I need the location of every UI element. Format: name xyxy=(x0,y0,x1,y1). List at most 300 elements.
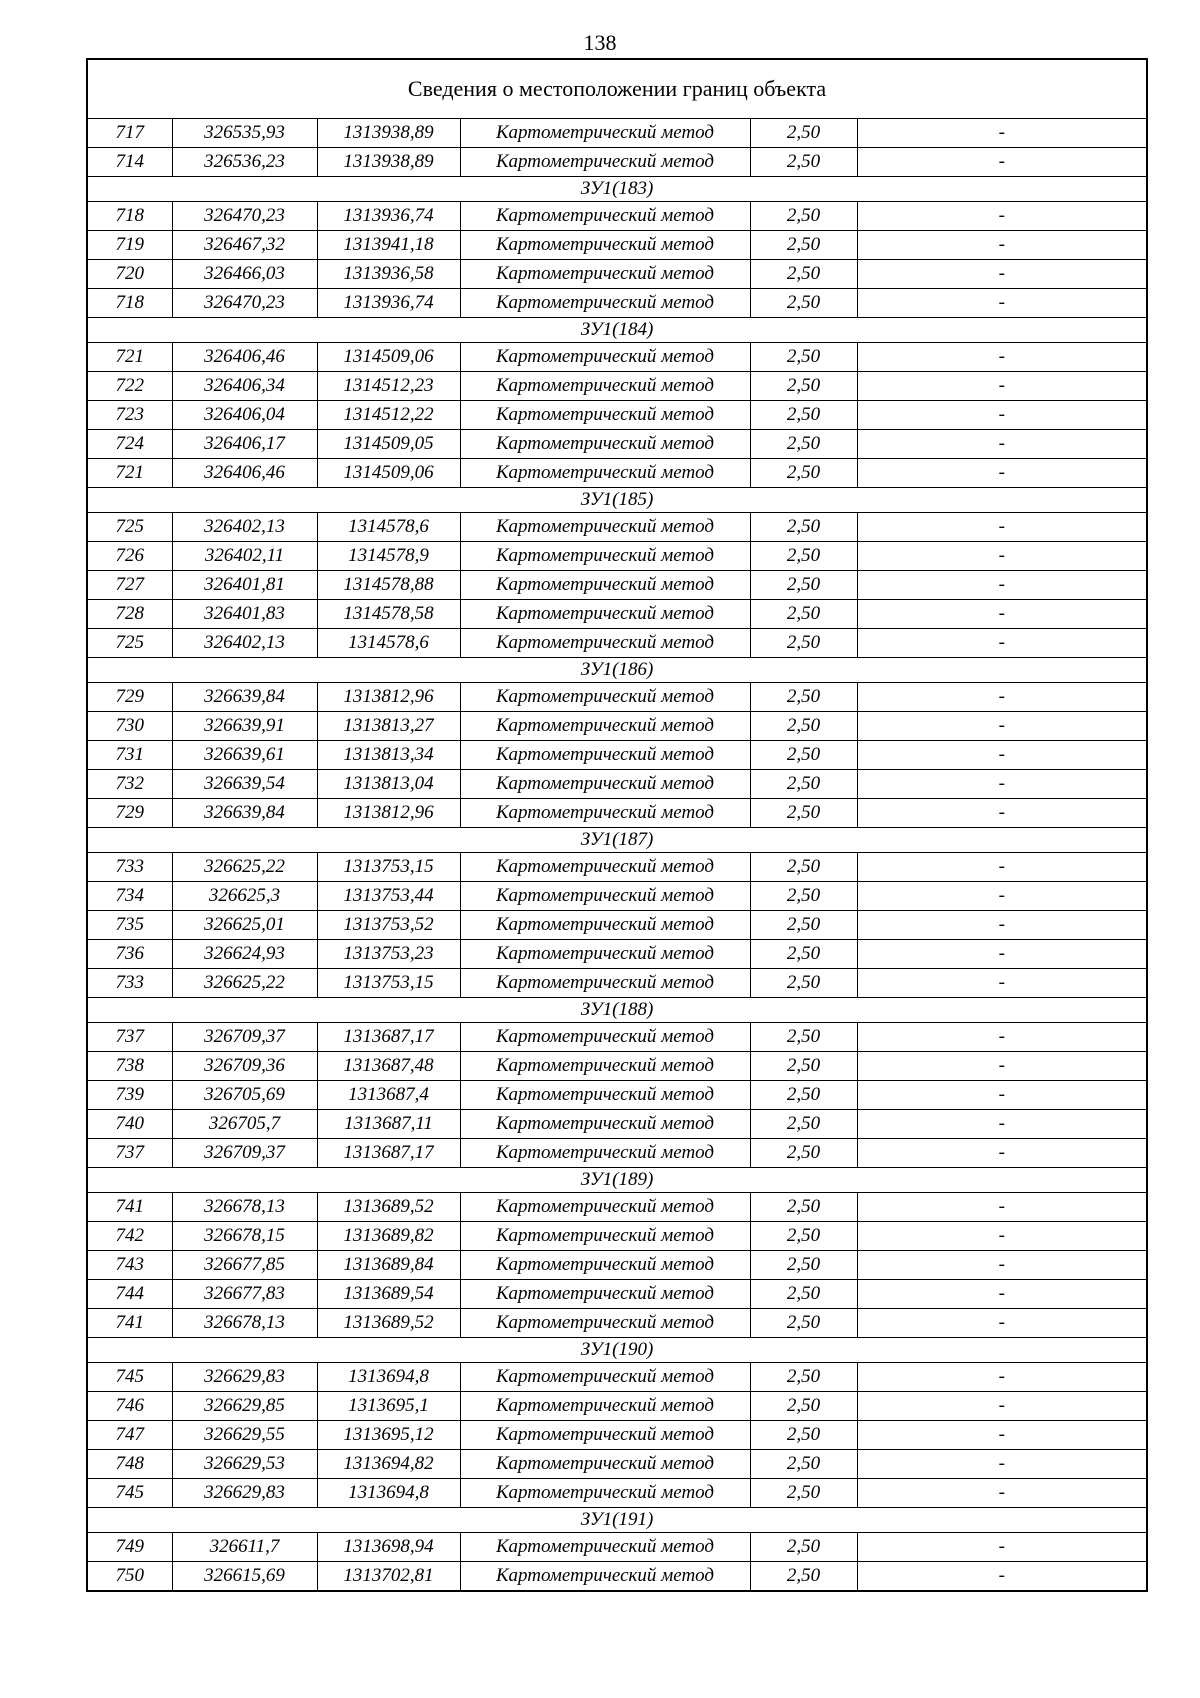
method-cell: Картометрический метод xyxy=(460,1562,750,1592)
x-coordinate-cell: 326401,81 xyxy=(172,571,317,600)
x-coordinate-cell: 326639,54 xyxy=(172,770,317,799)
section-header-row xyxy=(87,828,1147,853)
section-header-row xyxy=(87,1338,1147,1363)
table-row xyxy=(87,372,1147,401)
y-coordinate-cell: 1313813,04 xyxy=(317,770,460,799)
x-coordinate-cell: 326401,83 xyxy=(172,600,317,629)
section-label: ЗУ1(189) xyxy=(87,1168,1147,1193)
accuracy-cell: 2,50 xyxy=(750,712,857,741)
accuracy-cell: 2,50 xyxy=(750,600,857,629)
note-cell: - xyxy=(857,1193,1147,1222)
method-cell: Картометрический метод xyxy=(460,1052,750,1081)
y-coordinate-cell: 1313702,81 xyxy=(317,1562,460,1592)
accuracy-cell: 2,50 xyxy=(750,231,857,260)
method-cell: Картометрический метод xyxy=(460,683,750,712)
x-coordinate-cell: 326406,04 xyxy=(172,401,317,430)
accuracy-cell: 2,50 xyxy=(750,1280,857,1309)
point-number-cell: 728 xyxy=(87,600,172,629)
method-cell: Картометрический метод xyxy=(460,401,750,430)
accuracy-cell: 2,50 xyxy=(750,571,857,600)
accuracy-cell: 2,50 xyxy=(750,289,857,318)
table-row xyxy=(87,1251,1147,1280)
y-coordinate-cell: 1313753,23 xyxy=(317,940,460,969)
y-coordinate-cell: 1313753,15 xyxy=(317,969,460,998)
table-title: Сведения о местоположении границ объекта xyxy=(87,59,1147,119)
x-coordinate-cell: 326629,83 xyxy=(172,1479,317,1508)
table-row xyxy=(87,1562,1147,1592)
method-cell: Картометрический метод xyxy=(460,600,750,629)
x-coordinate-cell: 326677,83 xyxy=(172,1280,317,1309)
table-row xyxy=(87,231,1147,260)
accuracy-cell: 2,50 xyxy=(750,1363,857,1392)
point-number-cell: 748 xyxy=(87,1450,172,1479)
section-label: ЗУ1(190) xyxy=(87,1338,1147,1363)
point-number-cell: 718 xyxy=(87,202,172,231)
accuracy-cell: 2,50 xyxy=(750,1139,857,1168)
table-row xyxy=(87,343,1147,372)
point-number-cell: 731 xyxy=(87,741,172,770)
y-coordinate-cell: 1313689,54 xyxy=(317,1280,460,1309)
method-cell: Картометрический метод xyxy=(460,231,750,260)
table-row xyxy=(87,1222,1147,1251)
page-number: 138 xyxy=(583,30,617,55)
method-cell: Картометрический метод xyxy=(460,629,750,658)
x-coordinate-cell: 326466,03 xyxy=(172,260,317,289)
accuracy-cell: 2,50 xyxy=(750,741,857,770)
y-coordinate-cell: 1313689,84 xyxy=(317,1251,460,1280)
accuracy-cell: 2,50 xyxy=(750,1081,857,1110)
section-label: ЗУ1(187) xyxy=(87,828,1147,853)
accuracy-cell: 2,50 xyxy=(750,799,857,828)
y-coordinate-cell: 1313936,74 xyxy=(317,202,460,231)
y-coordinate-cell: 1313812,96 xyxy=(317,799,460,828)
accuracy-cell: 2,50 xyxy=(750,459,857,488)
note-cell: - xyxy=(857,1081,1147,1110)
table-row xyxy=(87,770,1147,799)
y-coordinate-cell: 1314512,23 xyxy=(317,372,460,401)
method-cell: Картометрический метод xyxy=(460,119,750,148)
accuracy-cell: 2,50 xyxy=(750,202,857,231)
x-coordinate-cell: 326678,13 xyxy=(172,1193,317,1222)
table-row xyxy=(87,1479,1147,1508)
accuracy-cell: 2,50 xyxy=(750,683,857,712)
section-label: ЗУ1(185) xyxy=(87,488,1147,513)
note-cell: - xyxy=(857,1222,1147,1251)
method-cell: Картометрический метод xyxy=(460,882,750,911)
table-row xyxy=(87,430,1147,459)
table-row xyxy=(87,1139,1147,1168)
accuracy-cell: 2,50 xyxy=(750,513,857,542)
method-cell: Картометрический метод xyxy=(460,260,750,289)
note-cell: - xyxy=(857,770,1147,799)
method-cell: Картометрический метод xyxy=(460,853,750,882)
point-number-cell: 745 xyxy=(87,1363,172,1392)
table-row xyxy=(87,1280,1147,1309)
accuracy-cell: 2,50 xyxy=(750,1110,857,1139)
note-cell: - xyxy=(857,1139,1147,1168)
method-cell: Картометрический метод xyxy=(460,372,750,401)
note-cell: - xyxy=(857,1392,1147,1421)
method-cell: Картометрический метод xyxy=(460,911,750,940)
table-row xyxy=(87,1193,1147,1222)
section-label: ЗУ1(184) xyxy=(87,318,1147,343)
note-cell: - xyxy=(857,940,1147,969)
point-number-cell: 747 xyxy=(87,1421,172,1450)
accuracy-cell: 2,50 xyxy=(750,911,857,940)
note-cell: - xyxy=(857,1280,1147,1309)
x-coordinate-cell: 326467,32 xyxy=(172,231,317,260)
method-cell: Картометрический метод xyxy=(460,459,750,488)
method-cell: Картометрический метод xyxy=(460,1533,750,1562)
point-number-cell: 744 xyxy=(87,1280,172,1309)
point-number-cell: 750 xyxy=(87,1562,172,1592)
y-coordinate-cell: 1313689,52 xyxy=(317,1309,460,1338)
note-cell: - xyxy=(857,260,1147,289)
accuracy-cell: 2,50 xyxy=(750,1479,857,1508)
table-row xyxy=(87,1023,1147,1052)
table-row xyxy=(87,513,1147,542)
y-coordinate-cell: 1314578,6 xyxy=(317,629,460,658)
point-number-cell: 729 xyxy=(87,799,172,828)
note-cell: - xyxy=(857,459,1147,488)
method-cell: Картометрический метод xyxy=(460,1251,750,1280)
method-cell: Картометрический метод xyxy=(460,343,750,372)
accuracy-cell: 2,50 xyxy=(750,1193,857,1222)
accuracy-cell: 2,50 xyxy=(750,629,857,658)
x-coordinate-cell: 326639,91 xyxy=(172,712,317,741)
point-number-cell: 718 xyxy=(87,289,172,318)
point-number-cell: 721 xyxy=(87,459,172,488)
table-row xyxy=(87,571,1147,600)
y-coordinate-cell: 1313695,1 xyxy=(317,1392,460,1421)
x-coordinate-cell: 326624,93 xyxy=(172,940,317,969)
note-cell: - xyxy=(857,600,1147,629)
accuracy-cell: 2,50 xyxy=(750,119,857,148)
note-cell: - xyxy=(857,231,1147,260)
method-cell: Картометрический метод xyxy=(460,940,750,969)
x-coordinate-cell: 326625,22 xyxy=(172,853,317,882)
x-coordinate-cell: 326611,7 xyxy=(172,1533,317,1562)
table-row xyxy=(87,629,1147,658)
x-coordinate-cell: 326705,69 xyxy=(172,1081,317,1110)
point-number-cell: 739 xyxy=(87,1081,172,1110)
note-cell: - xyxy=(857,1110,1147,1139)
table-row xyxy=(87,1363,1147,1392)
method-cell: Картометрический метод xyxy=(460,1280,750,1309)
table-row xyxy=(87,1110,1147,1139)
x-coordinate-cell: 326615,69 xyxy=(172,1562,317,1592)
method-cell: Картометрический метод xyxy=(460,513,750,542)
point-number-cell: 726 xyxy=(87,542,172,571)
method-cell: Картометрический метод xyxy=(460,799,750,828)
point-number-cell: 729 xyxy=(87,683,172,712)
note-cell: - xyxy=(857,853,1147,882)
point-number-cell: 730 xyxy=(87,712,172,741)
x-coordinate-cell: 326406,34 xyxy=(172,372,317,401)
y-coordinate-cell: 1313687,48 xyxy=(317,1052,460,1081)
point-number-cell: 732 xyxy=(87,770,172,799)
point-number-cell: 733 xyxy=(87,969,172,998)
x-coordinate-cell: 326402,13 xyxy=(172,513,317,542)
note-cell: - xyxy=(857,1450,1147,1479)
accuracy-cell: 2,50 xyxy=(750,882,857,911)
accuracy-cell: 2,50 xyxy=(750,770,857,799)
y-coordinate-cell: 1313753,52 xyxy=(317,911,460,940)
method-cell: Картометрический метод xyxy=(460,202,750,231)
method-cell: Картометрический метод xyxy=(460,1450,750,1479)
y-coordinate-cell: 1313753,15 xyxy=(317,853,460,882)
point-number-cell: 745 xyxy=(87,1479,172,1508)
method-cell: Картометрический метод xyxy=(460,1110,750,1139)
y-coordinate-cell: 1313938,89 xyxy=(317,119,460,148)
note-cell: - xyxy=(857,1052,1147,1081)
point-number-cell: 734 xyxy=(87,882,172,911)
accuracy-cell: 2,50 xyxy=(750,343,857,372)
note-cell: - xyxy=(857,1023,1147,1052)
method-cell: Картометрический метод xyxy=(460,1222,750,1251)
point-number-cell: 717 xyxy=(87,119,172,148)
accuracy-cell: 2,50 xyxy=(750,542,857,571)
point-number-cell: 733 xyxy=(87,853,172,882)
table-row xyxy=(87,1052,1147,1081)
accuracy-cell: 2,50 xyxy=(750,1251,857,1280)
table-row xyxy=(87,1450,1147,1479)
method-cell: Картометрический метод xyxy=(460,542,750,571)
x-coordinate-cell: 326625,22 xyxy=(172,969,317,998)
accuracy-cell: 2,50 xyxy=(750,1562,857,1592)
y-coordinate-cell: 1313694,8 xyxy=(317,1363,460,1392)
table-row xyxy=(87,1392,1147,1421)
note-cell: - xyxy=(857,289,1147,318)
y-coordinate-cell: 1313753,44 xyxy=(317,882,460,911)
point-number-cell: 735 xyxy=(87,911,172,940)
table-row xyxy=(87,911,1147,940)
section-header-row xyxy=(87,658,1147,683)
method-cell: Картометрический метод xyxy=(460,1193,750,1222)
method-cell: Картометрический метод xyxy=(460,289,750,318)
method-cell: Картометрический метод xyxy=(460,770,750,799)
section-label: ЗУ1(191) xyxy=(87,1508,1147,1533)
note-cell: - xyxy=(857,1309,1147,1338)
y-coordinate-cell: 1313936,58 xyxy=(317,260,460,289)
y-coordinate-cell: 1313936,74 xyxy=(317,289,460,318)
x-coordinate-cell: 326629,53 xyxy=(172,1450,317,1479)
accuracy-cell: 2,50 xyxy=(750,372,857,401)
note-cell: - xyxy=(857,1251,1147,1280)
method-cell: Картометрический метод xyxy=(460,1363,750,1392)
note-cell: - xyxy=(857,741,1147,770)
y-coordinate-cell: 1313941,18 xyxy=(317,231,460,260)
x-coordinate-cell: 326625,01 xyxy=(172,911,317,940)
y-coordinate-cell: 1313698,94 xyxy=(317,1533,460,1562)
section-header-row xyxy=(87,998,1147,1023)
y-coordinate-cell: 1313812,96 xyxy=(317,683,460,712)
y-coordinate-cell: 1314509,06 xyxy=(317,343,460,372)
note-cell: - xyxy=(857,1363,1147,1392)
x-coordinate-cell: 326406,17 xyxy=(172,430,317,459)
method-cell: Картометрический метод xyxy=(460,1479,750,1508)
note-cell: - xyxy=(857,513,1147,542)
method-cell: Картометрический метод xyxy=(460,571,750,600)
method-cell: Картометрический метод xyxy=(460,1023,750,1052)
note-cell: - xyxy=(857,1479,1147,1508)
point-number-cell: 741 xyxy=(87,1193,172,1222)
table-row xyxy=(87,1309,1147,1338)
y-coordinate-cell: 1313689,82 xyxy=(317,1222,460,1251)
method-cell: Картометрический метод xyxy=(460,1392,750,1421)
point-number-cell: 723 xyxy=(87,401,172,430)
point-number-cell: 746 xyxy=(87,1392,172,1421)
x-coordinate-cell: 326402,11 xyxy=(172,542,317,571)
method-cell: Картометрический метод xyxy=(460,712,750,741)
note-cell: - xyxy=(857,882,1147,911)
accuracy-cell: 2,50 xyxy=(750,1450,857,1479)
table-row xyxy=(87,459,1147,488)
x-coordinate-cell: 326629,55 xyxy=(172,1421,317,1450)
table-row xyxy=(87,289,1147,318)
accuracy-cell: 2,50 xyxy=(750,1533,857,1562)
y-coordinate-cell: 1313687,17 xyxy=(317,1139,460,1168)
y-coordinate-cell: 1314578,6 xyxy=(317,513,460,542)
point-number-cell: 736 xyxy=(87,940,172,969)
accuracy-cell: 2,50 xyxy=(750,430,857,459)
x-coordinate-cell: 326709,37 xyxy=(172,1023,317,1052)
y-coordinate-cell: 1314578,58 xyxy=(317,600,460,629)
x-coordinate-cell: 326406,46 xyxy=(172,459,317,488)
x-coordinate-cell: 326678,13 xyxy=(172,1309,317,1338)
point-number-cell: 742 xyxy=(87,1222,172,1251)
section-label: ЗУ1(183) xyxy=(87,177,1147,202)
table-row xyxy=(87,853,1147,882)
y-coordinate-cell: 1314578,88 xyxy=(317,571,460,600)
x-coordinate-cell: 326705,7 xyxy=(172,1110,317,1139)
point-number-cell: 724 xyxy=(87,430,172,459)
section-label: ЗУ1(188) xyxy=(87,998,1147,1023)
y-coordinate-cell: 1313938,89 xyxy=(317,148,460,177)
x-coordinate-cell: 326629,85 xyxy=(172,1392,317,1421)
note-cell: - xyxy=(857,629,1147,658)
note-cell: - xyxy=(857,148,1147,177)
x-coordinate-cell: 326709,36 xyxy=(172,1052,317,1081)
x-coordinate-cell: 326639,84 xyxy=(172,799,317,828)
table-row xyxy=(87,712,1147,741)
accuracy-cell: 2,50 xyxy=(750,969,857,998)
point-number-cell: 741 xyxy=(87,1309,172,1338)
section-header-row xyxy=(87,1168,1147,1193)
point-number-cell: 714 xyxy=(87,148,172,177)
accuracy-cell: 2,50 xyxy=(750,260,857,289)
y-coordinate-cell: 1313694,82 xyxy=(317,1450,460,1479)
note-cell: - xyxy=(857,799,1147,828)
y-coordinate-cell: 1313694,8 xyxy=(317,1479,460,1508)
table-row xyxy=(87,741,1147,770)
section-label: ЗУ1(186) xyxy=(87,658,1147,683)
table-row xyxy=(87,148,1147,177)
note-cell: - xyxy=(857,401,1147,430)
y-coordinate-cell: 1313687,17 xyxy=(317,1023,460,1052)
point-number-cell: 721 xyxy=(87,343,172,372)
accuracy-cell: 2,50 xyxy=(750,940,857,969)
table-row xyxy=(87,799,1147,828)
y-coordinate-cell: 1313813,34 xyxy=(317,741,460,770)
note-cell: - xyxy=(857,712,1147,741)
section-header-row xyxy=(87,318,1147,343)
note-cell: - xyxy=(857,1562,1147,1592)
point-number-cell: 743 xyxy=(87,1251,172,1280)
table-row xyxy=(87,683,1147,712)
table-row xyxy=(87,940,1147,969)
x-coordinate-cell: 326709,37 xyxy=(172,1139,317,1168)
accuracy-cell: 2,50 xyxy=(750,401,857,430)
table-row xyxy=(87,119,1147,148)
note-cell: - xyxy=(857,1533,1147,1562)
x-coordinate-cell: 326678,15 xyxy=(172,1222,317,1251)
y-coordinate-cell: 1314578,9 xyxy=(317,542,460,571)
note-cell: - xyxy=(857,571,1147,600)
boundary-coordinates-table xyxy=(86,58,1148,1592)
y-coordinate-cell: 1313687,4 xyxy=(317,1081,460,1110)
table-title-row xyxy=(87,59,1147,119)
y-coordinate-cell: 1313695,12 xyxy=(317,1421,460,1450)
point-number-cell: 725 xyxy=(87,629,172,658)
table-row xyxy=(87,600,1147,629)
table-row xyxy=(87,542,1147,571)
point-number-cell: 727 xyxy=(87,571,172,600)
y-coordinate-cell: 1314509,06 xyxy=(317,459,460,488)
point-number-cell: 749 xyxy=(87,1533,172,1562)
table-row xyxy=(87,882,1147,911)
note-cell: - xyxy=(857,343,1147,372)
table-row xyxy=(87,969,1147,998)
accuracy-cell: 2,50 xyxy=(750,1023,857,1052)
point-number-cell: 740 xyxy=(87,1110,172,1139)
accuracy-cell: 2,50 xyxy=(750,148,857,177)
method-cell: Картометрический метод xyxy=(460,1421,750,1450)
method-cell: Картометрический метод xyxy=(460,1139,750,1168)
accuracy-cell: 2,50 xyxy=(750,1309,857,1338)
x-coordinate-cell: 326639,61 xyxy=(172,741,317,770)
x-coordinate-cell: 326625,3 xyxy=(172,882,317,911)
section-header-row xyxy=(87,177,1147,202)
method-cell: Картометрический метод xyxy=(460,741,750,770)
accuracy-cell: 2,50 xyxy=(750,1222,857,1251)
table-row xyxy=(87,401,1147,430)
table-row xyxy=(87,1533,1147,1562)
y-coordinate-cell: 1314512,22 xyxy=(317,401,460,430)
x-coordinate-cell: 326639,84 xyxy=(172,683,317,712)
x-coordinate-cell: 326677,85 xyxy=(172,1251,317,1280)
method-cell: Картометрический метод xyxy=(460,148,750,177)
note-cell: - xyxy=(857,683,1147,712)
point-number-cell: 737 xyxy=(87,1023,172,1052)
method-cell: Картометрический метод xyxy=(460,969,750,998)
method-cell: Картометрический метод xyxy=(460,1309,750,1338)
table-row xyxy=(87,260,1147,289)
x-coordinate-cell: 326470,23 xyxy=(172,202,317,231)
note-cell: - xyxy=(857,202,1147,231)
point-number-cell: 725 xyxy=(87,513,172,542)
x-coordinate-cell: 326535,93 xyxy=(172,119,317,148)
accuracy-cell: 2,50 xyxy=(750,1052,857,1081)
note-cell: - xyxy=(857,542,1147,571)
x-coordinate-cell: 326536,23 xyxy=(172,148,317,177)
note-cell: - xyxy=(857,1421,1147,1450)
y-coordinate-cell: 1313813,27 xyxy=(317,712,460,741)
point-number-cell: 720 xyxy=(87,260,172,289)
method-cell: Картометрический метод xyxy=(460,1081,750,1110)
section-header-row xyxy=(87,1508,1147,1533)
y-coordinate-cell: 1313689,52 xyxy=(317,1193,460,1222)
